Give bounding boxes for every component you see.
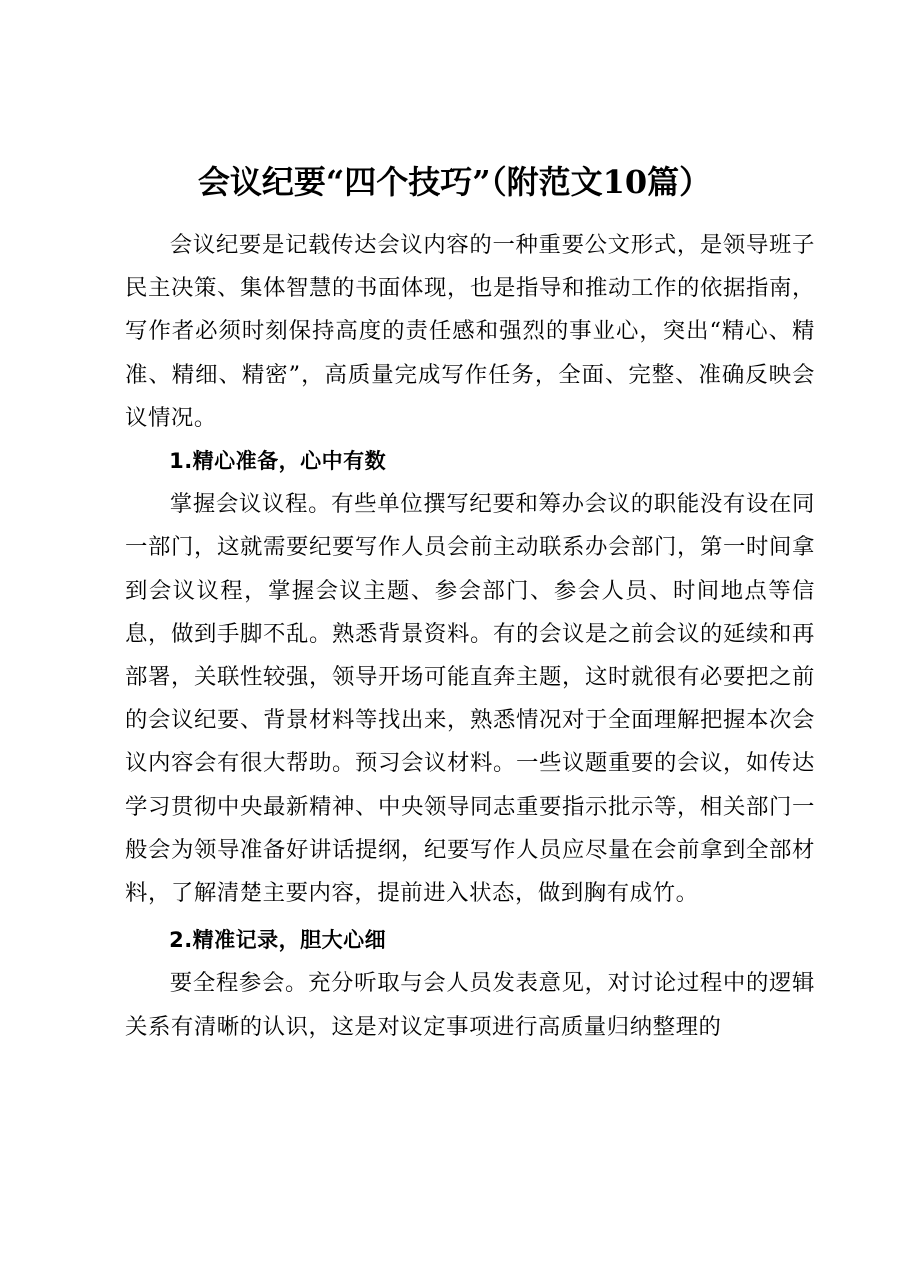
section-1-heading: 1.精心准备，心中有数 <box>169 449 387 474</box>
section-2-heading: 2.精准记录，胆大心细 <box>169 928 387 953</box>
intro-paragraph: 会议纪要是记载传达会议内容的一种重要公文形式，是领导班子民主决策、集体智慧的书面体现，也是指导和推动工作的依据指南，写作者必须时刻保持高度的责任感和强烈的事业心，突出“精心、精准、精细、精密”，高质量完成写作任务，全面、完整、准确反映会议情况。 <box>125 232 815 431</box>
section-2-paragraph: 要全程参会。充分听取与会人员发表意见，对讨论过程中的逻辑关系有清晰的认识，这是对议定事项进行高质量归纳整理的 <box>125 970 815 1040</box>
document-body <box>125 224 815 1049</box>
document-title: 会议纪要“四个技巧”（附范文10篇） <box>197 163 712 201</box>
section-1-paragraph: 掌握会议议程。有些单位撰写纪要和筹办会议的职能没有设在同一部门，这就需要纪要写作人员会前主动联系办会部门，第一时间拿到会议议程，掌握会议主题、参会部门、参会人员、时间地点等信息，做到手脚不乱。熟悉背景资料。有的会议是之前会议的延续和再部署，关联性较强，领导开场可能直奔主题，这时就很有必要把之前的会议纪要、背景材料等找出来，熟悉情况对于全面理解把握本次会议内容会有很大帮助。预习会议材料。一些议题重要的会议，如传达学习贯彻中央最新精神、中央领导同志重要指示批示等，相关部门一般会为领导准备好讲话提纲，纪要写作人员应尽量在会前拿到全部材料，了解清楚主要内容，提前进入状态，做到胸有成竹。 <box>125 491 815 907</box>
